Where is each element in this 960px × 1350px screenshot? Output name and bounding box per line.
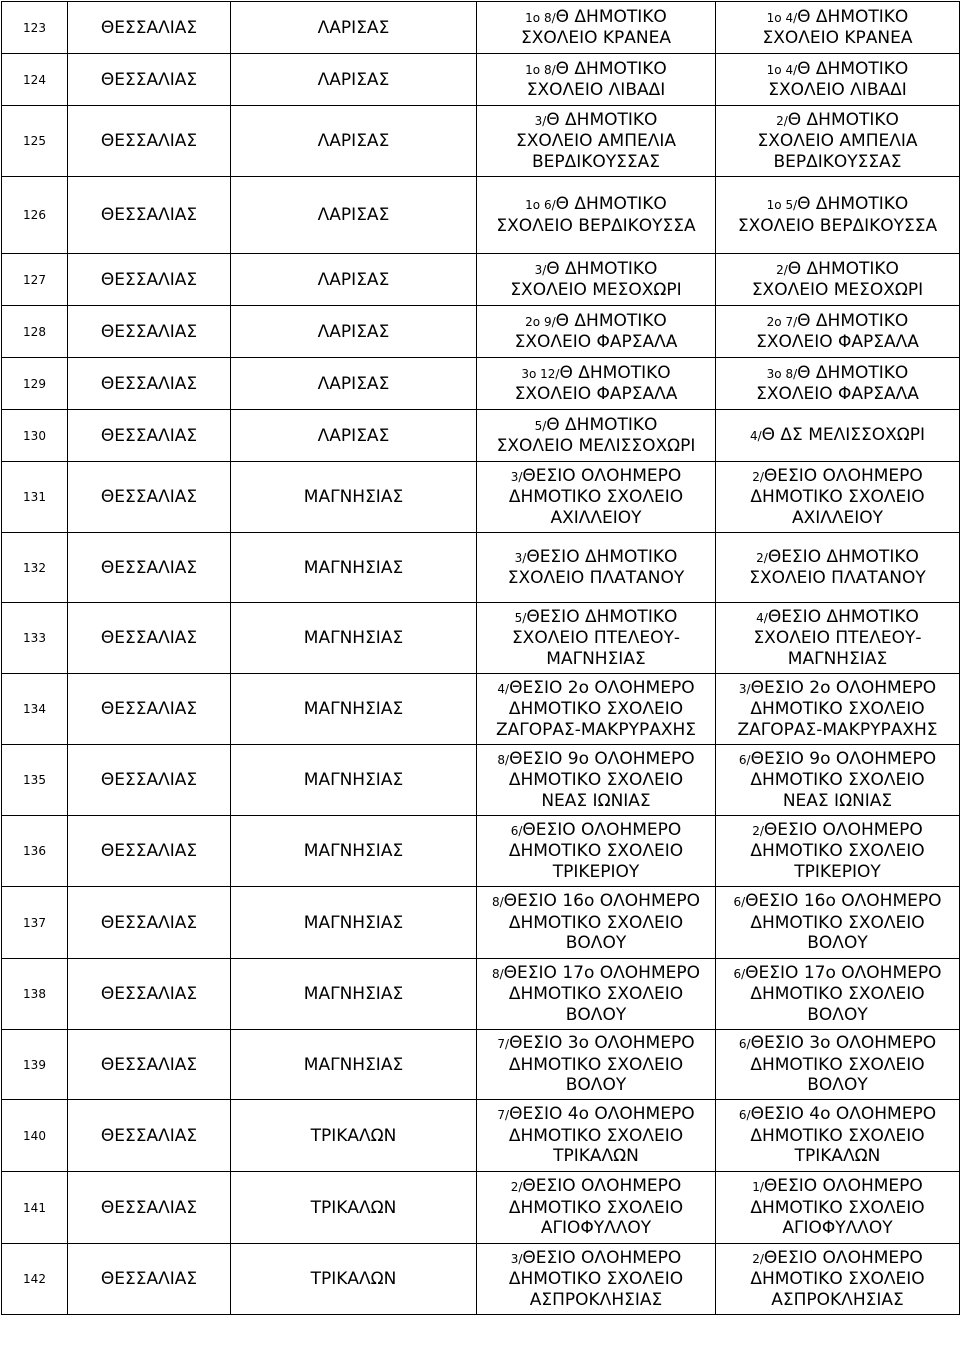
school-name-line: 5/ΘΕΣΙΟ ΔΗΜΟΤΙΚΟ [514,606,678,627]
new-school-cell [716,410,960,462]
school-name-line: ΣΧΟΛΕΙΟ ΦΑΡΣΑΛΑ [514,332,678,352]
current-school-cell [477,745,716,816]
table-row [2,959,960,1030]
row-number: 130 [2,410,68,462]
school-name-line: ΒΟΛΟΥ [565,933,627,954]
school-name-line: ΑΓΙΟΦΥΛΛΟΥ [540,1218,652,1239]
school-name-line: ΔΗΜΟΤΙΚΟ ΣΧΟΛΕΙΟ [750,487,925,508]
school-name-line: 2/ΘΕΣΙΟ ΟΛΟΗΜΕΡΟ [752,819,923,840]
school-name-line: ΑΣΠΡΟΚΛΗΣΙΑΣ [771,1289,904,1310]
school-name-line: 4/Θ ΔΣ ΜΕΛΙΣΣΟΧΩΡΙ [749,424,926,445]
school-name-line: ΔΗΜΟΤΙΚΟ ΣΧΟΛΕΙΟ [508,1269,684,1290]
new-school-cell [716,1030,960,1100]
prefecture-cell: ΜΑΓΝΗΣΙΑΣ [231,1030,477,1100]
school-name-line: ΣΧΟΛΕΙΟ ΜΕΣΟΧΩΡΙ [510,280,682,300]
row-number: 136 [2,816,68,887]
prefecture-cell: ΤΡΙΚΑΛΩΝ [231,1244,477,1315]
school-name-line: ΣΧΟΛΕΙΟ ΛΙΒΑΔΙ [768,80,907,100]
new-school-cell [716,959,960,1030]
school-name-line: 6/ΘΕΣΙΟ 16ο ΟΛΟΗΜΕΡΟ [733,891,942,912]
current-school-cell [477,959,716,1030]
school-name-line: 2ο 7/Θ ΔΗΜΟΤΙΚΟ [766,310,909,331]
current-school-cell [477,533,716,603]
school-name-line: 3/Θ ΔΗΜΟΤΙΚΟ [534,258,658,279]
table-row [2,674,960,745]
school-name-line: 2/Θ ΔΗΜΟΤΙΚΟ [776,109,899,130]
school-name-line: 4/ΘΕΣΙΟ ΔΗΜΟΤΙΚΟ [756,606,919,627]
school-name-line: ΣΧΟΛΕΙΟ ΦΑΡΣΑΛΑ [756,332,919,352]
prefecture-cell: ΛΑΡΙΣΑΣ [231,254,477,306]
row-number: 141 [2,1172,68,1244]
school-name-line: ΖΑΓΟΡΑΣ-ΜΑΚΡΥΡΑΧΗΣ [495,719,696,740]
prefecture-cell: ΛΑΡΙΣΑΣ [231,2,477,54]
prefecture-cell: ΜΑΓΝΗΣΙΑΣ [231,603,477,674]
current-school-cell [477,1172,716,1244]
table-row [2,54,960,106]
school-name-line: 1ο 6/Θ ΔΗΜΟΤΙΚΟ [525,194,667,214]
row-number: 128 [2,306,68,358]
region-cell: ΘΕΣΣΑΛΙΑΣ [68,1030,231,1100]
school-name-line: ΝΕΑΣ ΙΩΝΙΑΣ [541,790,651,811]
new-school-cell [716,2,960,54]
school-name-line: ΣΧΟΛΕΙΟ ΜΕΛΙΣΣΟΧΩΡΙ [496,436,696,456]
row-number: 131 [2,462,68,533]
school-name-line: ΔΗΜΟΤΙΚΟ ΣΧΟΛΕΙΟ [750,1269,925,1290]
prefecture-cell: ΜΑΓΝΗΣΙΑΣ [231,533,477,603]
prefecture-cell: ΛΑΡΙΣΑΣ [231,358,477,410]
region-cell: ΘΕΣΣΑΛΙΑΣ [68,462,231,533]
school-name-line: 4/ΘΕΣΙΟ 2ο ΟΛΟΗΜΕΡΟ [497,677,695,698]
school-name-line: 5/Θ ΔΗΜΟΤΙΚΟ [534,414,658,435]
school-name-line: 1ο 4/Θ ΔΗΜΟΤΙΚΟ [766,58,909,79]
current-school-cell [477,177,716,254]
prefecture-cell: ΛΑΡΙΣΑΣ [231,54,477,106]
school-name-line: 3/Θ ΔΗΜΟΤΙΚΟ [534,109,658,130]
school-name-line: ΒΟΛΟΥ [565,1004,627,1025]
new-school-cell [716,254,960,306]
school-name-line: ΣΧΟΛΕΙΟ ΦΑΡΣΑΛΑ [756,384,919,404]
table-row [2,745,960,816]
current-school-cell [477,306,716,358]
school-name-line: 3/ΘΕΣΙΟ 2ο ΟΛΟΗΜΕΡΟ [738,677,937,698]
region-cell: ΘΕΣΣΑΛΙΑΣ [68,603,231,674]
region-cell: ΘΕΣΣΑΛΙΑΣ [68,1244,231,1315]
region-cell: ΘΕΣΣΑΛΙΑΣ [68,106,231,177]
school-name-line: ΤΡΙΚΕΡΙΟΥ [552,861,640,882]
row-number: 138 [2,959,68,1030]
school-name-line: ΣΧΟΛΕΙΟ ΠΛΑΤΑΝΟΥ [507,568,685,588]
school-name-line: ΑΣΠΡΟΚΛΗΣΙΑΣ [529,1289,663,1310]
school-name-line: ΒΕΡΔΙΚΟΥΣΣΑΣ [531,151,661,172]
school-name-line: 7/ΘΕΣΙΟ 4ο ΟΛΟΗΜΕΡΟ [497,1104,695,1125]
school-name-line: 2/ΘΕΣΙΟ ΟΛΟΗΜΕΡΟ [510,1176,682,1197]
new-school-cell [716,603,960,674]
school-name-line: ΤΡΙΚΑΛΩΝ [794,1146,881,1167]
region-cell: ΘΕΣΣΑΛΙΑΣ [68,1172,231,1244]
prefecture-cell: ΛΑΡΙΣΑΣ [231,106,477,177]
new-school-cell [716,887,960,959]
school-name-line: 2ο 9/Θ ΔΗΜΟΤΙΚΟ [525,310,667,331]
school-merger-table [1,1,960,1315]
row-number: 132 [2,533,68,603]
school-name-line: 8/ΘΕΣΙΟ 17ο ΟΛΟΗΜΕΡΟ [491,962,700,983]
school-name-line: ΣΧΟΛΕΙΟ ΑΜΠΕΛΙΑ [757,131,918,152]
school-name-line: 2/ΘΕΣΙΟ ΔΗΜΟΤΙΚΟ [756,546,919,567]
current-school-cell [477,1100,716,1172]
school-name-line: ΔΗΜΟΤΙΚΟ ΣΧΟΛΕΙΟ [508,984,684,1005]
prefecture-cell: ΜΑΓΝΗΣΙΑΣ [231,816,477,887]
school-name-line: ΝΕΑΣ ΙΩΝΙΑΣ [782,790,893,811]
table-row [2,410,960,462]
school-name-line: ΒΟΛΟΥ [807,1004,868,1025]
table-row [2,106,960,177]
school-name-line: 2/ΘΕΣΙΟ ΟΛΟΗΜΕΡΟ [752,465,923,486]
current-school-cell [477,603,716,674]
new-school-cell [716,1172,960,1244]
school-name-line: ΔΗΜΟΤΙΚΟ ΣΧΟΛΕΙΟ [750,1054,925,1075]
school-name-line: ΒΕΡΔΙΚΟΥΣΣΑΣ [773,151,902,172]
school-name-line: 6/ΘΕΣΙΟ 3ο ΟΛΟΗΜΕΡΟ [738,1033,937,1054]
school-name-line: ΔΗΜΟΤΙΚΟ ΣΧΟΛΕΙΟ [508,699,684,720]
region-cell: ΘΕΣΣΑΛΙΑΣ [68,1100,231,1172]
school-name-line: ΣΧΟΛΕΙΟ ΦΑΡΣΑΛΑ [514,384,678,404]
row-number: 129 [2,358,68,410]
school-name-line: ΔΗΜΟΤΙΚΟ ΣΧΟΛΕΙΟ [750,1125,925,1146]
region-cell: ΘΕΣΣΑΛΙΑΣ [68,959,231,1030]
school-name-line: 7/ΘΕΣΙΟ 3ο ΟΛΟΗΜΕΡΟ [497,1033,695,1054]
school-name-line: ΤΡΙΚΕΡΙΟΥ [794,861,881,882]
school-name-line: 1ο 8/Θ ΔΗΜΟΤΙΚΟ [525,58,667,79]
row-number: 123 [2,2,68,54]
current-school-cell [477,358,716,410]
prefecture-cell: ΤΡΙΚΑΛΩΝ [231,1172,477,1244]
table-row [2,1100,960,1172]
school-name-line: ΣΧΟΛΕΙΟ ΜΕΣΟΧΩΡΙ [751,280,924,300]
school-name-line: ΔΗΜΟΤΙΚΟ ΣΧΟΛΕΙΟ [508,487,684,508]
school-name-line: 6/ΘΕΣΙΟ 9ο ΟΛΟΗΜΕΡΟ [738,748,937,769]
school-name-line: ΒΟΛΟΥ [807,1075,868,1096]
prefecture-cell: ΜΑΓΝΗΣΙΑΣ [231,462,477,533]
region-cell: ΘΕΣΣΑΛΙΑΣ [68,533,231,603]
current-school-cell [477,816,716,887]
table-row [2,254,960,306]
row-number: 127 [2,254,68,306]
row-number: 140 [2,1100,68,1172]
row-number: 139 [2,1030,68,1100]
current-school-cell [477,1244,716,1315]
school-name-line: ΜΑΓΝΗΣΙΑΣ [787,648,888,669]
new-school-cell [716,54,960,106]
new-school-cell [716,306,960,358]
current-school-cell [477,410,716,462]
table-row [2,2,960,54]
table-row [2,358,960,410]
region-cell: ΘΕΣΣΑΛΙΑΣ [68,745,231,816]
table-row [2,1244,960,1315]
region-cell: ΘΕΣΣΑΛΙΑΣ [68,2,231,54]
row-number: 133 [2,603,68,674]
school-name-line: 6/ΘΕΣΙΟ ΟΛΟΗΜΕΡΟ [510,819,682,840]
current-school-cell [477,887,716,959]
school-name-line: ΣΧΟΛΕΙΟ ΠΛΑΤΑΝΟΥ [749,568,926,588]
table-row [2,1030,960,1100]
current-school-cell [477,674,716,745]
current-school-cell [477,106,716,177]
new-school-cell [716,533,960,603]
school-name-line: 3/ΘΕΣΙΟ ΟΛΟΗΜΕΡΟ [510,465,682,486]
school-name-line: ΑΓΙΟΦΥΛΛΟΥ [782,1218,893,1239]
school-name-line: ΣΧΟΛΕΙΟ ΑΜΠΕΛΙΑ [515,131,677,152]
new-school-cell [716,816,960,887]
school-name-line: 3ο 12/Θ ΔΗΜΟΤΙΚΟ [521,362,671,383]
prefecture-cell: ΜΑΓΝΗΣΙΑΣ [231,887,477,959]
row-number: 137 [2,887,68,959]
school-name-line: 2/Θ ΔΗΜΟΤΙΚΟ [776,258,899,279]
current-school-cell [477,254,716,306]
row-number: 135 [2,745,68,816]
school-name-line: ΜΑΓΝΗΣΙΑΣ [546,648,646,669]
school-name-line: ΔΗΜΟΤΙΚΟ ΣΧΟΛΕΙΟ [750,912,925,933]
school-name-line: ΑΧΙΛΛΕΙΟΥ [791,507,884,528]
school-name-line: ΣΧΟΛΕΙΟ ΚΡΑΝΕΑ [762,28,913,48]
school-name-line: ΣΧΟΛΕΙΟ ΚΡΑΝΕΑ [520,28,672,48]
school-name-line: 6/ΘΕΣΙΟ 17ο ΟΛΟΗΜΕΡΟ [733,962,942,983]
table-row [2,533,960,603]
school-name-line: ΔΗΜΟΤΙΚΟ ΣΧΟΛΕΙΟ [750,699,925,720]
school-name-line: ΤΡΙΚΑΛΩΝ [553,1146,639,1167]
current-school-cell [477,1030,716,1100]
school-name-line: ΔΗΜΟΤΙΚΟ ΣΧΟΛΕΙΟ [508,770,684,791]
current-school-cell [477,54,716,106]
new-school-cell [716,462,960,533]
school-name-line: ΔΗΜΟΤΙΚΟ ΣΧΟΛΕΙΟ [750,1197,925,1218]
new-school-cell [716,674,960,745]
region-cell: ΘΕΣΣΑΛΙΑΣ [68,358,231,410]
prefecture-cell: ΜΑΓΝΗΣΙΑΣ [231,674,477,745]
row-number: 142 [2,1244,68,1315]
row-number: 125 [2,106,68,177]
school-name-line: ΔΗΜΟΤΙΚΟ ΣΧΟΛΕΙΟ [750,770,925,791]
region-cell: ΘΕΣΣΑΛΙΑΣ [68,177,231,254]
school-name-line: 1/ΘΕΣΙΟ ΟΛΟΗΜΕΡΟ [752,1176,923,1197]
school-name-line: 8/ΘΕΣΙΟ 9ο ΟΛΟΗΜΕΡΟ [497,748,695,769]
current-school-cell [477,2,716,54]
row-number: 126 [2,177,68,254]
school-name-line: ΔΗΜΟΤΙΚΟ ΣΧΟΛΕΙΟ [750,984,925,1005]
prefecture-cell: ΛΑΡΙΣΑΣ [231,410,477,462]
school-name-line: 3ο 8/Θ ΔΗΜΟΤΙΚΟ [766,362,909,383]
prefecture-cell: ΛΑΡΙΣΑΣ [231,306,477,358]
table-row [2,603,960,674]
school-name-line: ΔΗΜΟΤΙΚΟ ΣΧΟΛΕΙΟ [508,1197,684,1218]
region-cell: ΘΕΣΣΑΛΙΑΣ [68,54,231,106]
region-cell: ΘΕΣΣΑΛΙΑΣ [68,306,231,358]
new-school-cell [716,1244,960,1315]
school-name-line: 2/ΘΕΣΙΟ ΟΛΟΗΜΕΡΟ [752,1247,923,1268]
school-name-line: ΔΗΜΟΤΙΚΟ ΣΧΟΛΕΙΟ [508,1125,684,1146]
region-cell: ΘΕΣΣΑΛΙΑΣ [68,410,231,462]
region-cell: ΘΕΣΣΑΛΙΑΣ [68,674,231,745]
school-name-line: ΣΧΟΛΕΙΟ ΠΤΕΛΕΟΥ- [511,628,681,649]
current-school-cell [477,462,716,533]
school-name-line: ΔΗΜΟΤΙΚΟ ΣΧΟΛΕΙΟ [508,841,684,862]
table-row [2,306,960,358]
school-name-line: ΔΗΜΟΤΙΚΟ ΣΧΟΛΕΙΟ [750,841,925,862]
table-row [2,462,960,533]
school-name-line: 3/ΘΕΣΙΟ ΟΛΟΗΜΕΡΟ [510,1247,682,1268]
region-cell: ΘΕΣΣΑΛΙΑΣ [68,887,231,959]
prefecture-cell: ΛΑΡΙΣΑΣ [231,177,477,254]
school-name-line: ΣΧΟΛΕΙΟ ΛΙΒΑΔΙ [526,80,666,100]
school-name-line: ΒΟΛΟΥ [565,1075,627,1096]
row-number: 124 [2,54,68,106]
region-cell: ΘΕΣΣΑΛΙΑΣ [68,816,231,887]
school-name-line: ΔΗΜΟΤΙΚΟ ΣΧΟΛΕΙΟ [508,1054,684,1075]
school-name-line: ΒΟΛΟΥ [807,933,868,954]
school-name-line: 6/ΘΕΣΙΟ 4ο ΟΛΟΗΜΕΡΟ [738,1104,937,1125]
new-school-cell [716,106,960,177]
prefecture-cell: ΜΑΓΝΗΣΙΑΣ [231,959,477,1030]
school-name-line: ΣΧΟΛΕΙΟ ΠΤΕΛΕΟΥ- [753,628,922,649]
row-number: 134 [2,674,68,745]
school-name-line: 8/ΘΕΣΙΟ 16ο ΟΛΟΗΜΕΡΟ [491,891,700,912]
table-row [2,887,960,959]
table-row [2,177,960,254]
school-name-line: 1ο 4/Θ ΔΗΜΟΤΙΚΟ [766,6,909,27]
new-school-cell [716,358,960,410]
school-name-line: 1ο 5/Θ ΔΗΜΟΤΙΚΟ [766,194,909,214]
table-row [2,816,960,887]
new-school-cell [716,177,960,254]
school-name-line: ΔΗΜΟΤΙΚΟ ΣΧΟΛΕΙΟ [508,912,684,933]
school-name-line: ΣΧΟΛΕΙΟ ΒΕΡΔΙΚΟΥΣΣΑ [496,215,696,236]
school-name-line: ΣΧΟΛΕΙΟ ΒΕΡΔΙΚΟΥΣΣΑ [737,215,938,236]
region-cell: ΘΕΣΣΑΛΙΑΣ [68,254,231,306]
new-school-cell [716,1100,960,1172]
school-name-line: 3/ΘΕΣΙΟ ΔΗΜΟΤΙΚΟ [514,546,678,567]
new-school-cell [716,745,960,816]
school-name-line: ΑΧΙΛΛΕΙΟΥ [550,507,642,528]
school-name-line: 1ο 8/Θ ΔΗΜΟΤΙΚΟ [525,6,667,27]
school-name-line: ΖΑΓΟΡΑΣ-ΜΑΚΡΥΡΑΧΗΣ [737,719,938,740]
prefecture-cell: ΤΡΙΚΑΛΩΝ [231,1100,477,1172]
table-row [2,1172,960,1244]
table-body [2,2,960,1315]
prefecture-cell: ΜΑΓΝΗΣΙΑΣ [231,745,477,816]
